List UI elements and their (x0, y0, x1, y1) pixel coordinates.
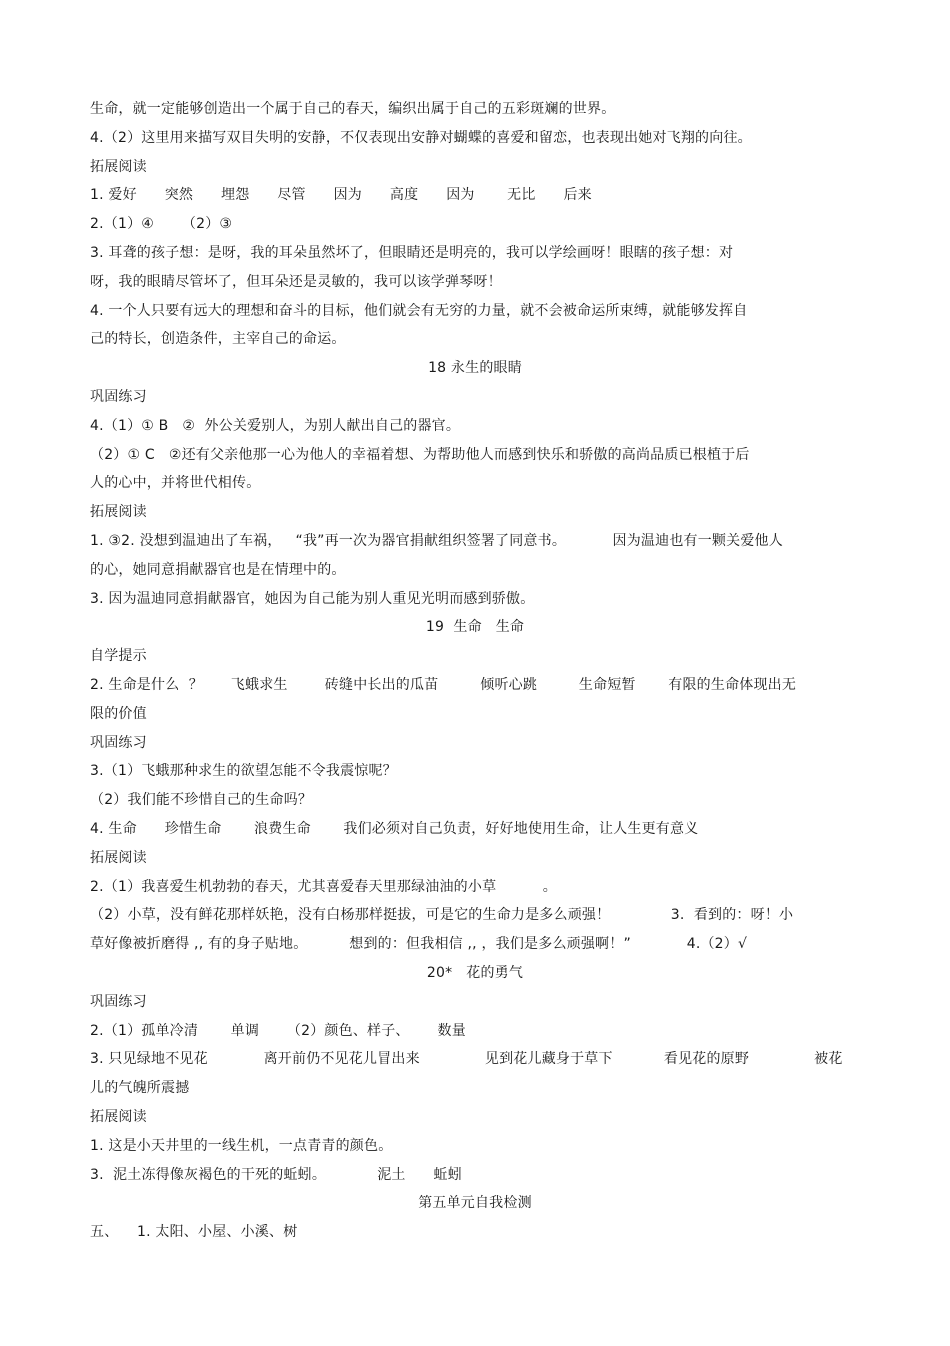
text-line: 草好像被折磨得 ,, 有的身子贴地。 想到的：但我相信 ,, ，我们是多么顽强啊！” 4.（2）√ (90, 936, 748, 953)
text-line: 人的心中，并将世代相传。 (90, 475, 261, 492)
text-line: 拓展阅读 (90, 849, 147, 866)
text-line: 2.（1）孤单冷清 单调 （2）颜色、样子、 数量 (90, 1022, 466, 1039)
text-line: 1. 爱好 突然 埋怨 尽管 因为 高度 因为 无比 后来 (90, 187, 592, 204)
text-line: 2.（1）④ （2）③ (90, 216, 233, 233)
text-line: 3. 泥土冻得像灰褐色的干死的蚯蚓。 泥土 蚯蚓 (90, 1166, 462, 1183)
text-line: 4. 一个人只要有远大的理想和奋斗的目标，他们就会有无穷的力量，就不会被命运所束缚，就能够发挥自 (90, 302, 748, 319)
section-heading: 19 生命 生命 (425, 619, 525, 636)
section-heading: 20* 花的勇气 (426, 965, 524, 981)
text-line: 拓展阅读 (90, 158, 147, 175)
text-line: 3. 只见绿地不见花 离开前仍不见花儿冒出来 见到花儿藏身于草下 看见花的原野 被花 (90, 1051, 843, 1068)
text-line: 拓展阅读 (90, 504, 147, 521)
text-line: 儿的气魄所震撼 (90, 1080, 190, 1097)
text-line: 己的特长，创造条件，主宰自己的命运。 (90, 331, 346, 348)
text-line: （2）小草，没有鲜花那样妖艳，没有白杨那样挺拔，可是它的生命力是多么顽强！ 3. 看到的：呀！小 (90, 907, 794, 924)
text-line: 限的价值 (90, 705, 147, 722)
section-heading: 第五单元自我检测 (418, 1195, 532, 1212)
text-line: （2）我们能不珍惜自己的生命吗？ (90, 792, 313, 809)
text-line: 3. 因为温迪同意捐献器官，她因为自己能为别人重见光明而感到骄傲。 (90, 590, 535, 607)
text-line: 4. 生命 珍惜生命 浪费生命 我们必须对自己负责，好好地使用生命，让人生更有意义 (90, 821, 699, 837)
text-line: 自学提示 (90, 648, 147, 665)
text-line: 呀，我的眼睛尽管坏了，但耳朵还是灵敏的，我可以该学弹琴呀！ (90, 273, 502, 290)
text-line: 3.（1）飞蛾那种求生的欲望怎能不令我震惊呢？ (90, 763, 397, 780)
text-line: 1. ③2. 没想到温迪出了车祸， “我”再一次为器官捐献组织签署了同意书。 因为温迪也有一颗关爱他人 (90, 533, 783, 549)
text-line: 4.（2）这里用来描写双目失明的安静，不仅表现出安静对蝴蝶的喜爱和留恋，也表现出她对飞翔的向往。 (90, 129, 752, 146)
text-line: 2. 生命是什么 ？ 飞蛾求生 砖缝中长出的瓜苗 倾听心跳 生命短暂 有限的生命体现出无 (90, 677, 797, 693)
text-line: 2.（1）我喜爱生机勃勃的春天，尤其喜爱春天里那绿油油的小草 。 (90, 878, 557, 895)
text-line: 五、 1. 太阳、小屋、小溪、树 (90, 1224, 298, 1241)
text-line: 巩固练习 (90, 993, 147, 1010)
text-line: 的心，她同意捐献器官也是在情理中的。 (90, 561, 346, 578)
text-line: 4.（1）① B ② 外公关爱别人，为别人献出自己的器官。 (90, 417, 461, 434)
text-line: 巩固练习 (90, 389, 147, 405)
section-heading: 18 永生的眼睛 (428, 360, 522, 377)
text-line: （2）① C ②还有父亲他那一心为他人的幸福着想、为帮助他人而感到快乐和骄傲的高尚品质已根植于后 (90, 446, 750, 463)
text-line: 巩固练习 (90, 734, 147, 751)
text-line: 拓展阅读 (90, 1109, 147, 1125)
text-line: 3. 耳聋的孩子想：是呀，我的耳朵虽然坏了，但眼睛还是明亮的，我可以学绘画呀！眼瞎的孩子想：对 (90, 245, 734, 261)
text-line: 1. 这是小天井里的一线生机，一点青青的颜色。 (90, 1137, 393, 1154)
text-line: 生命，就一定能够创造出一个属于自己的春天，编织出属于自己的五彩斑斓的世界。 (90, 101, 616, 117)
